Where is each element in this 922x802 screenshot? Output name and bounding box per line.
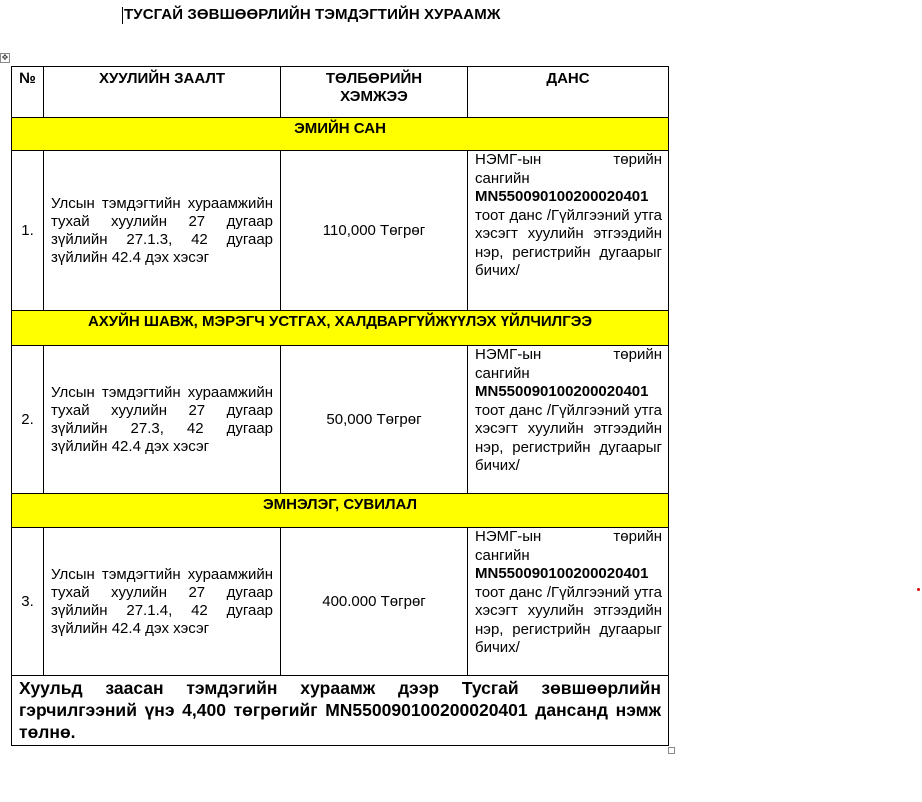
account-line1b: төрийн: [613, 528, 662, 545]
section-title: ЭМНЭЛЭГ, СУВИЛАЛ: [12, 494, 669, 528]
section-title: ЭМИЙН САН: [12, 118, 669, 151]
footer-note: Хуульд заасан тэмдэгийн хураамж дээр Тусгай зөвшөөрлийн гэрчилгээний үнэ 4,400 төгрөгийг MN550090100200020401 дансанд нэмж төлнө.: [12, 676, 669, 746]
account-line1b: төрийн: [613, 346, 662, 363]
move-arrows-icon[interactable]: ✥: [1, 53, 9, 62]
account-line1a: НЭМГ-ын: [475, 151, 542, 168]
table-row: [12, 346, 669, 494]
table-row: [12, 528, 669, 676]
account-details: [468, 528, 669, 676]
account-line2: сангийн: [475, 364, 530, 382]
law-reference: Улсын тэмдэгтийн хураамжийн тухай хуулийн 27 дугаар зүйлийн 27.1.3, 42 дугаар зүйлийн 42.4 дэх хэсэг: [44, 151, 281, 311]
law-reference: Улсын тэмдэгтийн хураамжийн тухай хуулийн 27 дугаар зүйлийн 27.3, 42 дугаар зүйлийн 42.4 дэх хэсэг: [44, 346, 281, 494]
row-number: 1.: [12, 151, 44, 311]
account-line1b: төрийн: [613, 151, 662, 168]
account-code: MN550090100200020401: [475, 188, 649, 205]
footer-row: [12, 676, 669, 746]
section-row: [12, 118, 669, 151]
row-number: 3.: [12, 528, 44, 676]
header-fee: ТӨЛБӨРИЙН ХЭМЖЭЭ: [281, 67, 468, 118]
red-dot-mark: [917, 588, 920, 591]
law-reference: Улсын тэмдэгтийн хураамжийн тухай хуулийн 27 дугаар зүйлийн 27.1.4, 42 дугаар зүйлийн 42.4 дэх хэсэг: [44, 528, 281, 676]
document-title: ТУСГАЙ ЗӨВШӨӨРЛИЙН ТЭМДЭГТИЙН ХУРААМЖ: [124, 6, 501, 23]
fee-table: [11, 66, 669, 746]
table-row: [12, 151, 669, 311]
fee-amount: 400.000 Төгрөг: [281, 528, 468, 676]
account-instructions: тоот данс /Гүйлгээний утга хэсэгт хуулийн этгээдийн нэр, регистрийн дугаарыг бичих/: [475, 401, 662, 474]
account-instructions: тоот данс /Гүйлгээний утга хэсэгт хуулийн этгээдийн нэр, регистрийн дугаарыг бичих/: [475, 206, 662, 279]
text-cursor: [122, 7, 123, 24]
account-details: [468, 151, 669, 311]
account-details: [468, 346, 669, 494]
fee-amount: 110,000 Төгрөг: [281, 151, 468, 311]
account-code: MN550090100200020401: [475, 383, 649, 400]
row-number: 2.: [12, 346, 44, 494]
header-law: ХУУЛИЙН ЗААЛТ: [44, 67, 281, 118]
resize-handle-icon[interactable]: [668, 747, 675, 754]
section-row: [12, 311, 669, 346]
section-title: АХУЙН ШАВЖ, МЭРЭГЧ УСТГАХ, ХАЛДВАРГҮЙЖҮҮЛЭХ ҮЙЛЧИЛГЭЭ: [12, 311, 669, 346]
account-instructions: тоот данс /Гүйлгээний утга хэсэгт хуулийн этгээдийн нэр, регистрийн дугаарыг бичих/: [475, 583, 662, 656]
fee-amount: 50,000 Төгрөг: [281, 346, 468, 494]
account-line1a: НЭМГ-ын: [475, 346, 542, 363]
section-row: [12, 494, 669, 528]
table-header-row: [12, 67, 669, 118]
account-line2: сангийн: [475, 546, 530, 564]
header-account: ДАНС: [468, 67, 669, 118]
account-line2: сангийн: [475, 169, 530, 187]
account-line1a: НЭМГ-ын: [475, 528, 542, 545]
account-code: MN550090100200020401: [475, 565, 649, 582]
header-no: №: [12, 67, 44, 118]
